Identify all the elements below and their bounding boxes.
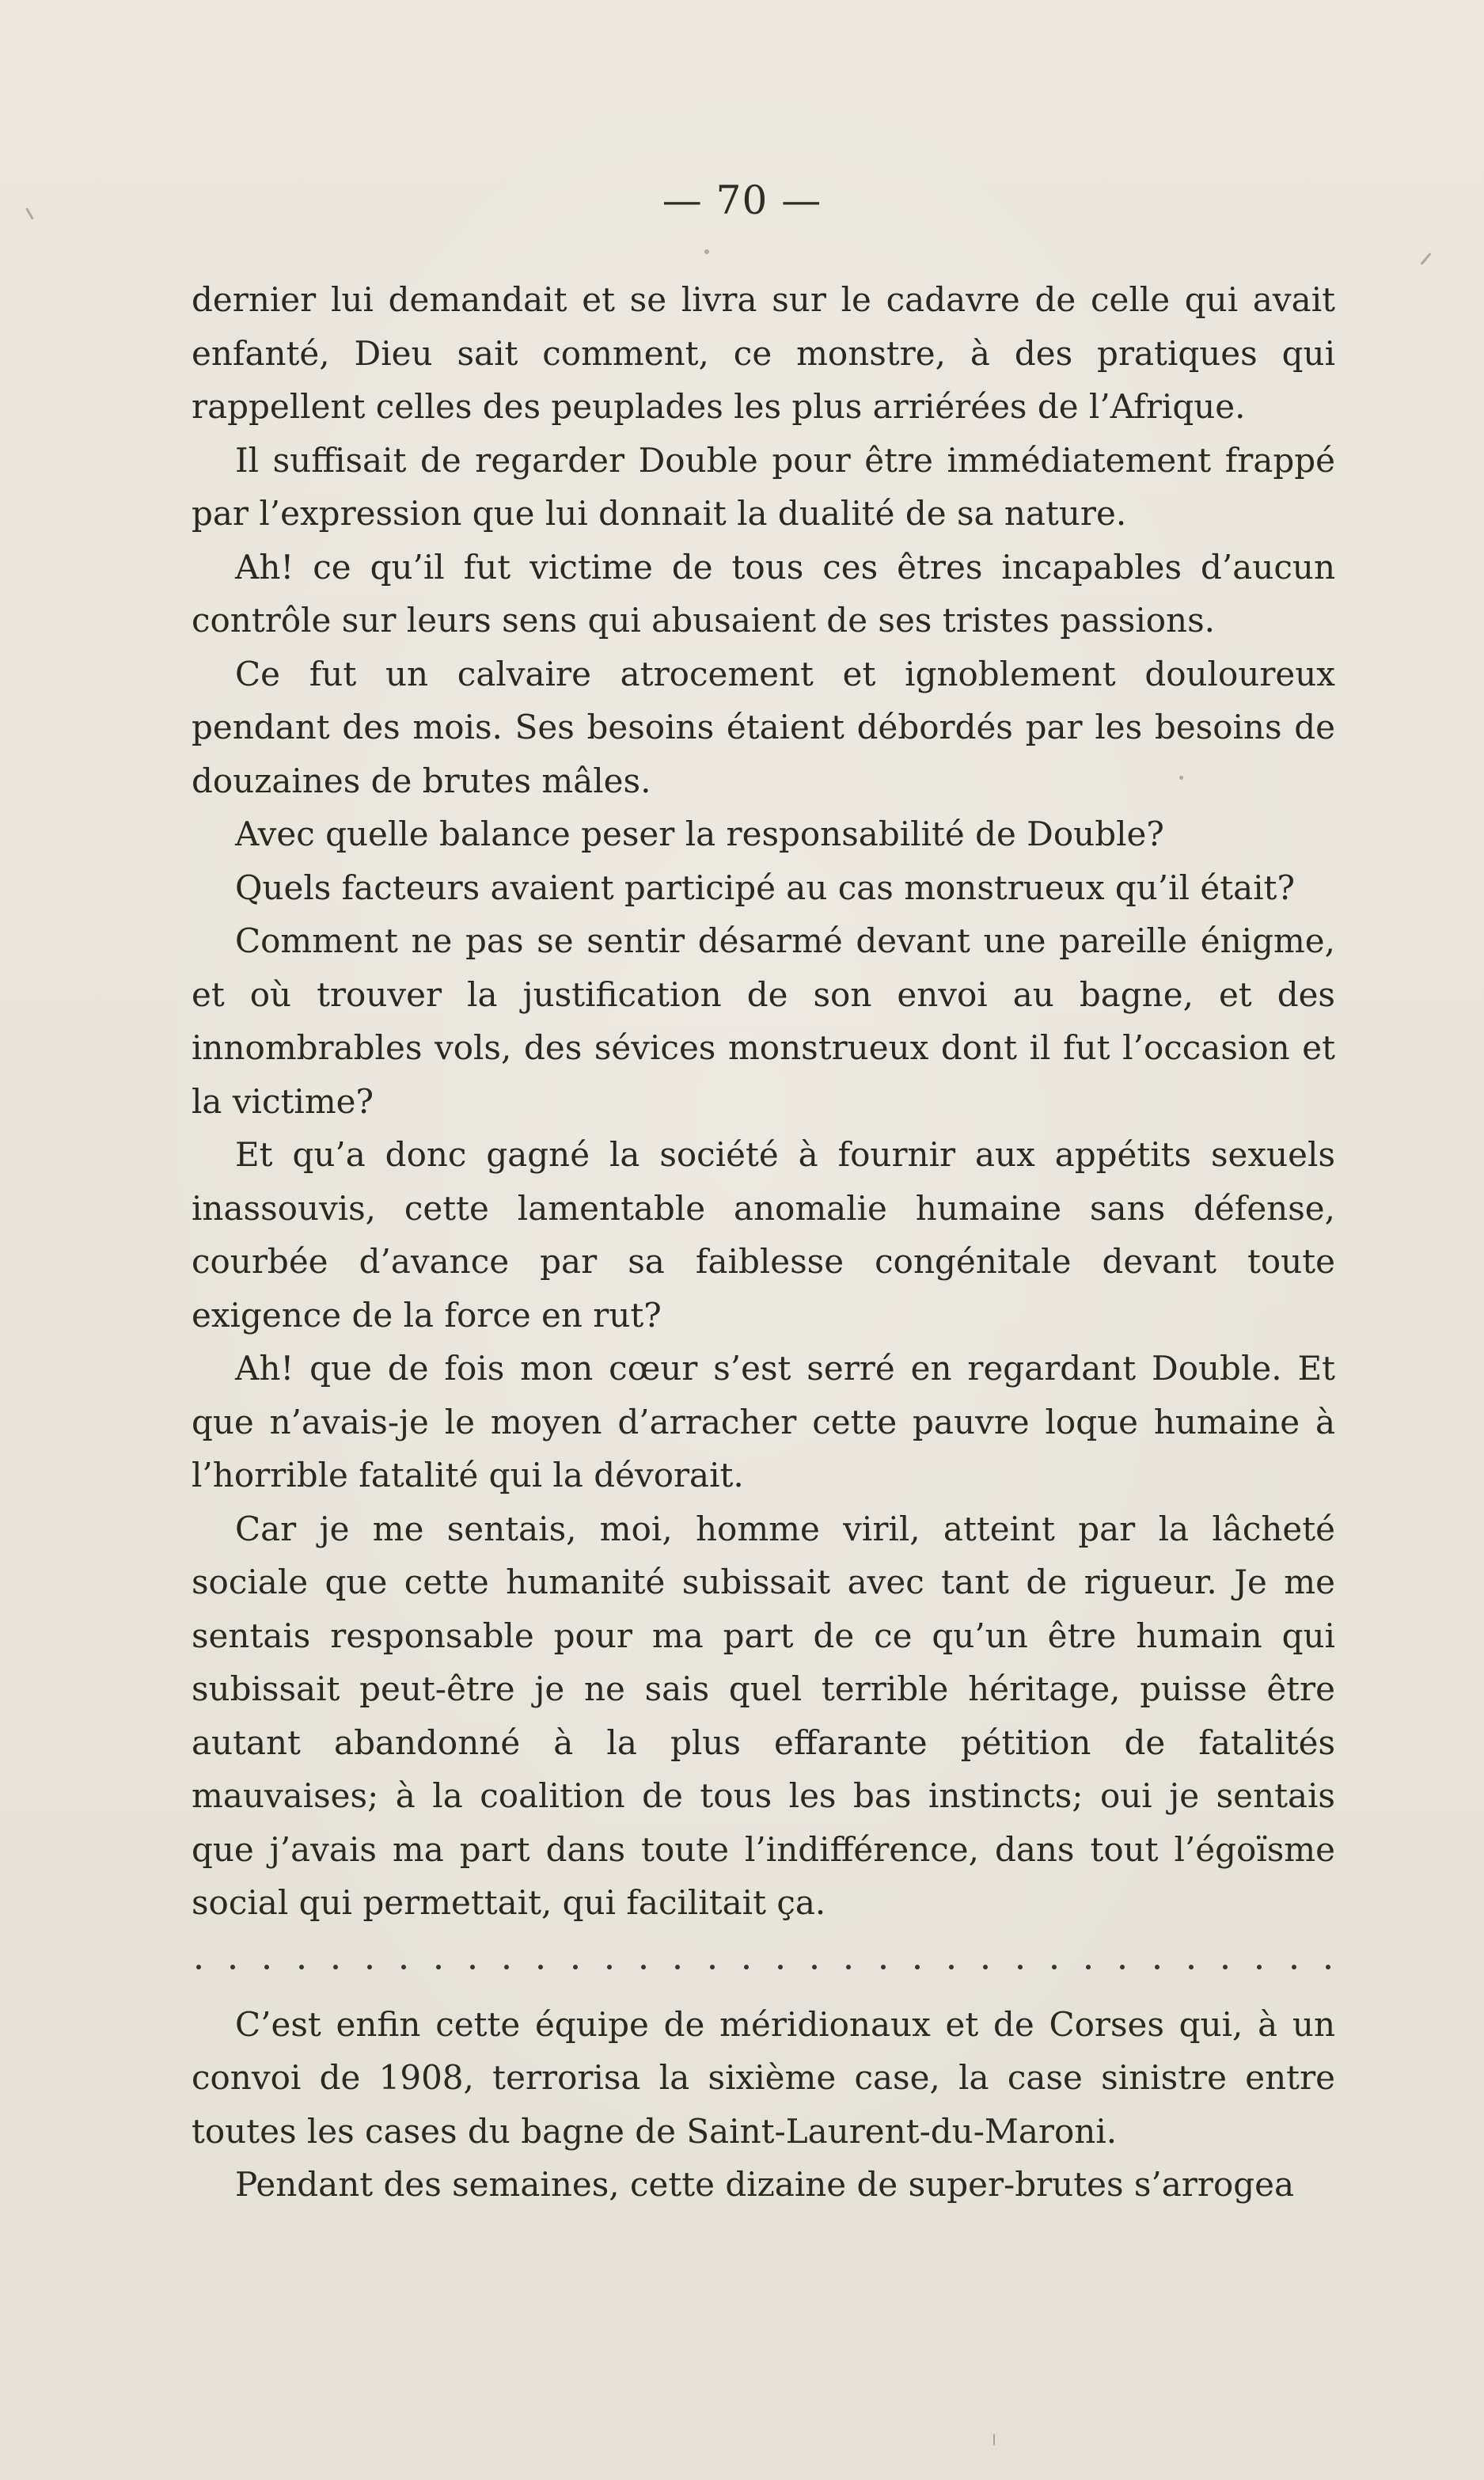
page-number: — 70 — <box>662 177 822 223</box>
paragraph: Ah! ce qu’il fut victime de tous ces êtres incapables d’aucun contrôle sur leurs sens qui abusaient de ses tristes passions. <box>192 547 1335 640</box>
body-text <box>192 273 1335 2212</box>
paragraph: Pendant des semaines, cette dizaine de super-brutes s’arrogea <box>235 2165 1295 2204</box>
paper-speck <box>993 2434 995 2445</box>
paper-speck <box>1421 253 1432 265</box>
paragraph: Car je me sentais, moi, homme viril, atteint par la lâcheté sociale que cette humanité subissait avec tant de rigueur. Je me sentais responsable pour ma part de ce qu’un être humain qui subissait peut-être je ne sais quel terrible héritage, puisse être autant abandonné à la plus effarante pétition de fatalités mauvaises; à la coalition de tous les bas instincts; oui je sentais que j’avais ma part dans toute l’indifférence, dans tout l’égoïsme social qui permettait, qui facilitait ça. <box>192 1509 1335 1922</box>
paragraph: Avec quelle balance peser la responsabilité de Double? <box>235 815 1164 853</box>
paragraph: Quels facteurs avaient participé au cas monstrueux qu’il était? <box>235 868 1295 907</box>
paragraph: C’est enfin cette équipe de méridionaux et de Corses qui, à un convoi de 1908, terrorisa la sixième case, la case sinistre entre toutes les cases du bagne de Saint-Laurent-du-Maroni. <box>192 2004 1335 2151</box>
paragraph: dernier lui demandait et se livra sur le cadavre de celle qui avait enfanté, Dieu sait comment, ce monstre, à des pratiques qui rappellent celles des peuplades les plus arriérées de l’Afrique. <box>192 280 1335 426</box>
section-separator <box>192 1936 1335 1998</box>
paragraph: Il suffisait de regarder Double pour être immédiatement frappé par l’expression que lui donnait la dualité de sa nature. <box>192 440 1335 533</box>
paragraph: Et qu’a donc gagné la société à fournir aux appétits sexuels inassouvis, cette lamentable anomalie humaine sans défense, courbée d’avance par sa faiblesse congénitale devant toute exigence de la force en rut? <box>192 1135 1335 1335</box>
paragraph: Ce fut un calvaire atrocement et ignoblement douloureux pendant des mois. Ses besoins étaient débordés par les besoins de douzaines de brutes mâles. <box>192 654 1335 800</box>
paragraph: Ah! que de fois mon cœur s’est serré en regardant Double. Et que n’avais-je le moyen d’arracher cette pauvre loque humaine à l’horrible fatalité qui la dévorait. <box>192 1349 1335 1494</box>
paragraph: Comment ne pas se sentir désarmé devant une pareille énigme, et où trouver la justification de son envoi au bagne, et des innombrables vols, des sévices monstrueux dont il fut l’occasion et la victime? <box>192 921 1335 1121</box>
paper-speck <box>704 249 709 254</box>
